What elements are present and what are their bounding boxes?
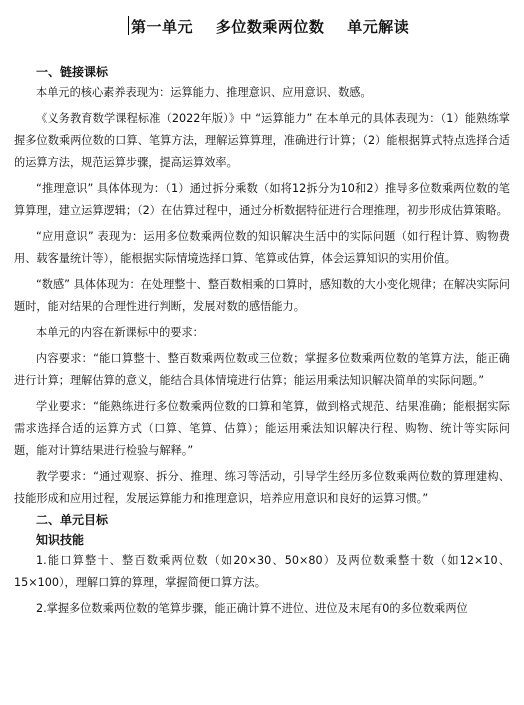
subheading-knowledge-skills: 知识技能 — [36, 533, 85, 547]
paragraph-application-awareness: “应用意识” 表现为：运用多位数乘两位数的知识解决生活中的实际问题（如行程计算、购物费用、载客量统计等），能根据实际情境选择口算、笔算或估算，体会运算知识的实用价值。 — [14, 230, 510, 265]
paragraph-reasoning-awareness: “推理意识” 具体体现为：（1）通过拆分乘数（如将12拆分为10和2）推导多位数乘两位数的笔算算理，建立运算逻辑；（2）在估算过程中，通过分析数据特征进行合理推理，初步形成估算策略。 — [14, 182, 510, 217]
paragraph-goal-2: 2.掌握多位数乘两位数的笔算步骤，能正确计算不进位、进位及末尾有0的多位数乘两位 — [36, 602, 468, 615]
text-cursor — [128, 16, 129, 35]
paragraph-academic-requirement: 学业要求：“能熟练进行多位数乘两位数的口算和笔算，做到格式规范、结果准确；能根据实际需求选择合适的运算方式（口算、笔算、估算）；能运用乘法知识解决行程、购物、统计等实际问题，能对计算结果进行检验与解释。” — [14, 400, 510, 457]
section-heading-unit-goals: 二、单元目标 — [36, 513, 109, 527]
paragraph-content-requirement: 内容要求：“能口算整十、整百数乘两位数或三位数；掌握多位数乘两位数的笔算方法，能正确进行计算；理解估算的意义，能结合具体情境进行估算；能运用乘法知识解决简单的实际问题。” — [14, 352, 510, 387]
paragraph-core-literacy: 本单元的核心素养表现为：运算能力、推理意识、应用意识、数感。 — [36, 86, 372, 99]
paragraph-requirements-intro: 本单元的内容在新课标中的要求： — [36, 326, 204, 339]
paragraph-number-sense: “数感” 具体体现为：在处理整十、整百数相乘的口算时，感知数的大小变化规律；在解决实际问题时，能对结果的合理性进行判断，发展对数的感悟能力。 — [14, 278, 510, 313]
paragraph-teaching-requirement: 教学要求：“通过观察、拆分、推理、练习等活动，引导学生经历多位数乘两位数的算理建构、技能形成和应用过程，发展运算能力和推理意识，培养应用意识和良好的运算习惯。” — [14, 470, 510, 505]
paragraph-computing-ability: 《义务教育数学课程标准（2022年版）》中 “运算能力” 在本单元的具体表现为：（1）能熟练掌握多位数乘两位数的口算、笔算方法，理解运算算理，准确进行计算；（2）能根据算式特点选择合适的运算方法，规范运算步骤，提高运算效率。 — [14, 112, 510, 169]
document-title: 第一单元 多位数乘两位数 单元解读 — [131, 18, 410, 36]
section-heading-curriculum: 一、链接课标 — [36, 65, 109, 79]
document-body — [14, 62, 510, 624]
paragraph-goal-1: 1.能口算整十、整百数乘两位数（如20×30、50×80）及两位数乘整十数（如12×10、15×100），理解口算的算理，掌握简便口算方法。 — [14, 554, 510, 589]
